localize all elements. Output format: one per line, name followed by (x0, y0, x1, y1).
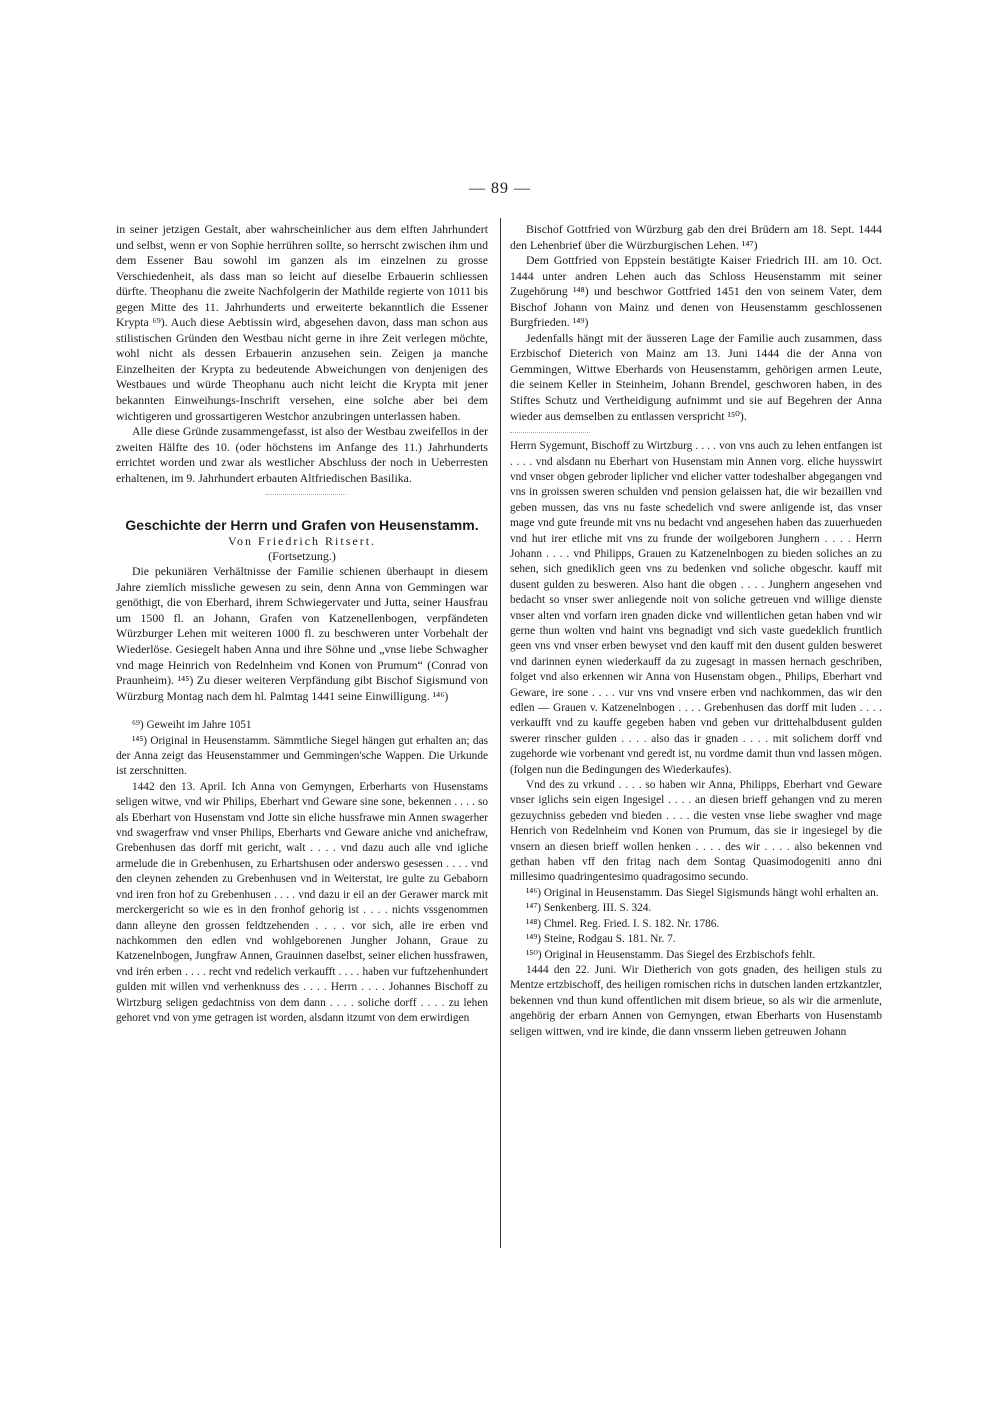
footnote-145-continued: Herrn Sygemunt, Bischoff zu Wirtzburg . . . . von vns auch zu lehen entfangen ist . . . . vnd alsdann nu Eberhart von Husenstam min Annen vorg. eliche huysswirt vnd vnser obgen gebroder liplicher vnd elicher vatter todeshalber abgegangen vnd vns in groissen sweren schulden vnd pension gelaissen hat, die wir bezaillen vnd geben mussen, das vns nu faste schedelich vnd swere anligende ist, das vnser mage vnd gute freunde mit vns nu bedacht vnd angesehen haben das zuuerhueden vnd hut irer etliche mit vns zu frunde der woilgeboren Junghern . . . . Herrn Johann . . . . vnd Philipps, Grauen zu Katzenelnbogen zu bieden soliches an zu sehen, sich gnediklich geen vns zu bedenken vnd soliche obgeschr. kauff mit dusent gulden zu besweren. Also hant die obgen . . . . Junghern angesehen vnd bedacht so vnser swer anliegende noit von soliche getreuen vnd willige dienste vnser alten vnd vorfarn iren gnaden dicke vnd willentlichen getan haben vnd wir gerne thun wolten vnd haint vns begnadigt vnd sich vaste guedeklich fruntlich geen vns vnd vnser erben bewyset vnd den kauff mit den dusent gulden besweret vnd darinnen eynen wiederkauff da zu zugesagt in massen hernach geschriben, folget vnd also erkennen wir Anna von Husenstam obgen., Philips, Eberhart vnd Geware, ire sone . . . . vur vns vnd vnsere erben vnd nachkommen, das wir den edlen — Grauen v. Katzenelnbogen . . . . Grebenhusen das dorff mit luden . . . . verkaufft vnd zu kauffe gegeben haben vnd geben vur drittehalbdusent gulden swerer rinscher gulden . . . . also das ir gnaden . . . . mit solichem dorff vnd zugehorde wie vorbenant vnd geredt ist, nu vordme damit thun vnd lassen mögen. (folgen nun die Bedingungen des Wiederkaufes). (510, 440, 882, 776)
footnote-150-transcript: 1444 den 22. Juni. Wir Dietherich von gots gnaden, des heiligen stuls zu Mentze ertzbischoff, des heiligen romischen richs in dutschen landen ertzkantzler, bekennen vnd thun kund offentlichen mit disem brieue, so als wir die armenlute, angehörig der erbarn Annen von Gemyngen, etwan Eberharts von Husenstamb seligen wittwen, vnd ire kinde, die dann vnsserm lieben getreuwen Johann (510, 963, 882, 1038)
footnote-145: ¹⁴⁵) Original in Heusenstamm. Sämmtliche Siegel hängen gut erhalten an; das der Anna zeigt das Heusenstammer und Gemmingen'sche Wappen. Die Urkunde ist zerschnitten. (116, 734, 488, 778)
right-column (510, 222, 882, 1040)
body-paragraph: Alle diese Gründe zusammengefasst, ist also der Westbau zweifellos in der zweiten Hälfte des 10. (oder höchstens im Anfange des 11.) Jahrhunderts errichtet worden und zwar als westlicher Abschluss der noch in Ueberresten erhaltenen, im 9. Jahrhundert erbauten Altfriedischen Basilika. (116, 424, 488, 485)
author-byline: Von Friedrich Ritsert. (227, 534, 377, 549)
footnote-69: ⁶⁹) Geweiht im Jahre 1051 (132, 719, 252, 732)
footnote-146: ¹⁴⁶) Original in Heusenstamm. Das Siegel Sigismunds hängt wohl erhalten an. (526, 886, 879, 899)
article-title: Geschichte der Herrn und Grafen von Heusenstamm. (125, 517, 479, 534)
left-column (116, 222, 488, 1026)
separator (266, 488, 346, 495)
footnote-149: ¹⁴⁹) Steine, Rodgau S. 181. Nr. 7. (526, 933, 676, 946)
separator (510, 426, 590, 433)
footnote-145-transcript: 1442 den 13. April. Ich Anna von Gemyngen, Erberharts von Husenstams seligen witwe, vnd wir Philips, Eberhart vnd Geware sine sone, bekennen . . . . so als Eberhart von Husenstam vnd Jotte sin eliche hussfrawe min Annen swagerher vnd swagerfraw vnd vnser Philips, Eberharts vnd Geware aniche vnd anichefraw, Grebenhusen das dorff mit gericht, walt . . . . vnd dazu auch alle vnd igliche armelude die in Grebenhusen, zu Erhartshusen oder anderswo gesessen . . . . vnd den cleynen zehenden zu Grebenhusen vnd in Weiterstat, ire gulte zu Gebaborn vnd iren fron hof zu Grebenhusen . . . . vnd dazu ir eil an der Gerawer marck mit merckergericht so wie es in den fronhof gehorig ist . . . . nichts vssgenommen dann alleyne den grossen feldtzehenden . . . . vor sich, alle ire erben vnd nachkommen den edlen vnd wohlgeborenen Jungher Johann, Graue zu Katzenelnbogen, Jungfraw Annen, Grauinnen daselbst, seiner elichen hussfrawen, vnd irén erben . . . . recht vnd redelich verkaufft . . . . haben vur fuftzehenhundert gulden mit willen vnd verhenknuss des . . . . Herrn . . . . Johannes Bischoff zu Wirtzburg seligen gedachtniss von dem dann . . . . soliche dorff . . . . zu lehen gehoret vnd von yme getragen ist worden, alsdann itzumt von dem erwirdigen (116, 780, 488, 1024)
footnote-147: ¹⁴⁷) Senkenberg. III. S. 324. (526, 902, 652, 915)
footnote-148: ¹⁴⁸) Chmel. Reg. Fried. I. S. 182. Nr. 1786. (526, 917, 720, 930)
body-paragraph: Die pekuniären Verhältnisse der Familie schienen überhaupt in diesem Jahre ziemlich missliche gewesen zu sein, denn Anna von Gemmingen war genöthigt, die von Eberhard, ihrem Schwiegervater und Jutta, seiner Hausfrau um 1500 fl. an Johann, Grafen von Katzenellenbogen, verpfändeten Würzburger Lehen mit weiteren 1000 fl. zu beschweren unter Vorbehalt der Wiederlöse. Gesiegelt haben Anna und ihre Söhne und „vnse liebe Schwagher vnd mage Heinrich von Redelnheim vnd Konen von Prumum“ (Conrad von Praunheim). ¹⁴⁵) Zu dieser weiteren Verpfändung gibt Bischof Sigismund von Würzburg Montag nach dem hl. Palmtag 1441 seine Einwilligung. ¹⁴⁶) (116, 564, 488, 703)
body-paragraph: Bischof Gottfried von Würzburg gab den drei Brüdern am 18. Sept. 1444 den Lehenbrief über die Würzburgischen Lehen. ¹⁴⁷) (510, 222, 882, 252)
body-paragraph: Jedenfalls hängt mit der äusseren Lage der Familie auch zusammen, dass Erzbischof Dieterich von Mainz am 13. Juni 1444 die der Anna von Gemmingen, Wittwe Eberhards von Heusenstamm, gehörigen armen Leute, die seinem Keller in Steinheim, Johann Brendel, geschworen haben, in des Stiftes Schutz und Vertheidigung aufnimmt und sie auf Begehren der Anna wieder aus demselben zu entlassen verspricht ¹⁵⁰). (510, 330, 882, 423)
footnote-145-continued: Vnd des zu vrkund . . . . so haben wir Anna, Philipps, Eberhart vnd Geware vnser iglichs sein eigen Ingesigel . . . . an diesen brieff gehangen vnd zu meren gezuychniss gebeden vnd bieden . . . . die vesten vnse liebe swagher vnd mage Henrich von Redelnheim vnd Konen von Prumum, das sie ir ingesiegel by die vnsern an diesen brieff wollen henken . . . . des wir . . . . also bekennen vnd gethan haben vff den fritag nach dem Sontag Quasimodogeniti anno dni millesimo quadringentesimo quadragosimo secundo. (510, 779, 882, 884)
page-number: — 89 — (469, 180, 531, 197)
body-paragraph: Dem Gottfried von Eppstein bestätigte Kaiser Friedrich III. am 10. Oct. 1444 unter andren Lehen auch das Schloss Heusenstamm mit seiner Zugehörung ¹⁴⁸) und beschwor Gottfried 1451 den von seinem Vater, dem Bischof Johann von Mainz und denen von Heusenstamm geschlossenen Burgfrieden. ¹⁴⁹) (510, 253, 882, 330)
continuation-note: (Fortsetzung.) (268, 549, 336, 564)
footnote-150: ¹⁵⁰) Original in Heusenstamm. Das Siegel des Erzbischofs fehlt. (526, 948, 816, 961)
column-divider (500, 218, 501, 1248)
body-paragraph: in seiner jetzigen Gestalt, aber wahrscheinlicher aus dem elften Jahrhundert und selbst, wenn er von Sophie herrühren sollte, so herrscht zwischen ihm und dem Essener Bau sowohl im ganzen als im einzelnen zu grosse Verschiedenheit, als dass man so leicht auf dieselbe Erbauerin schliessen dürfte. Theophanu die zweite Nachfolgerin der Mathilde regierte von 1011 bis gegen Mitte des 11. Jahrhunderts und erweiterte bekanntlich die Essener Krypta ⁶⁹). Auch diese Aebtissin wird, abgesehen davon, dass man schon aus stilistischen Gründen den Westbau nicht gerne in ihre Zeit verlegen möchte, wohl nicht als dessen Erbauerin anzusehen sein. Zeigen ja manche Einzelheiten der Krypta zu bedeutende Abweichungen von denjenigen des Westbaues und würde Theophanu auch nicht leicht die Krypta mit jener bekannten Einweihungs-Inschrift versehen, eine solche aber bei dem wichtigeren und grossartigeren Westchor anzubringen unterlassen haben. (116, 222, 488, 423)
